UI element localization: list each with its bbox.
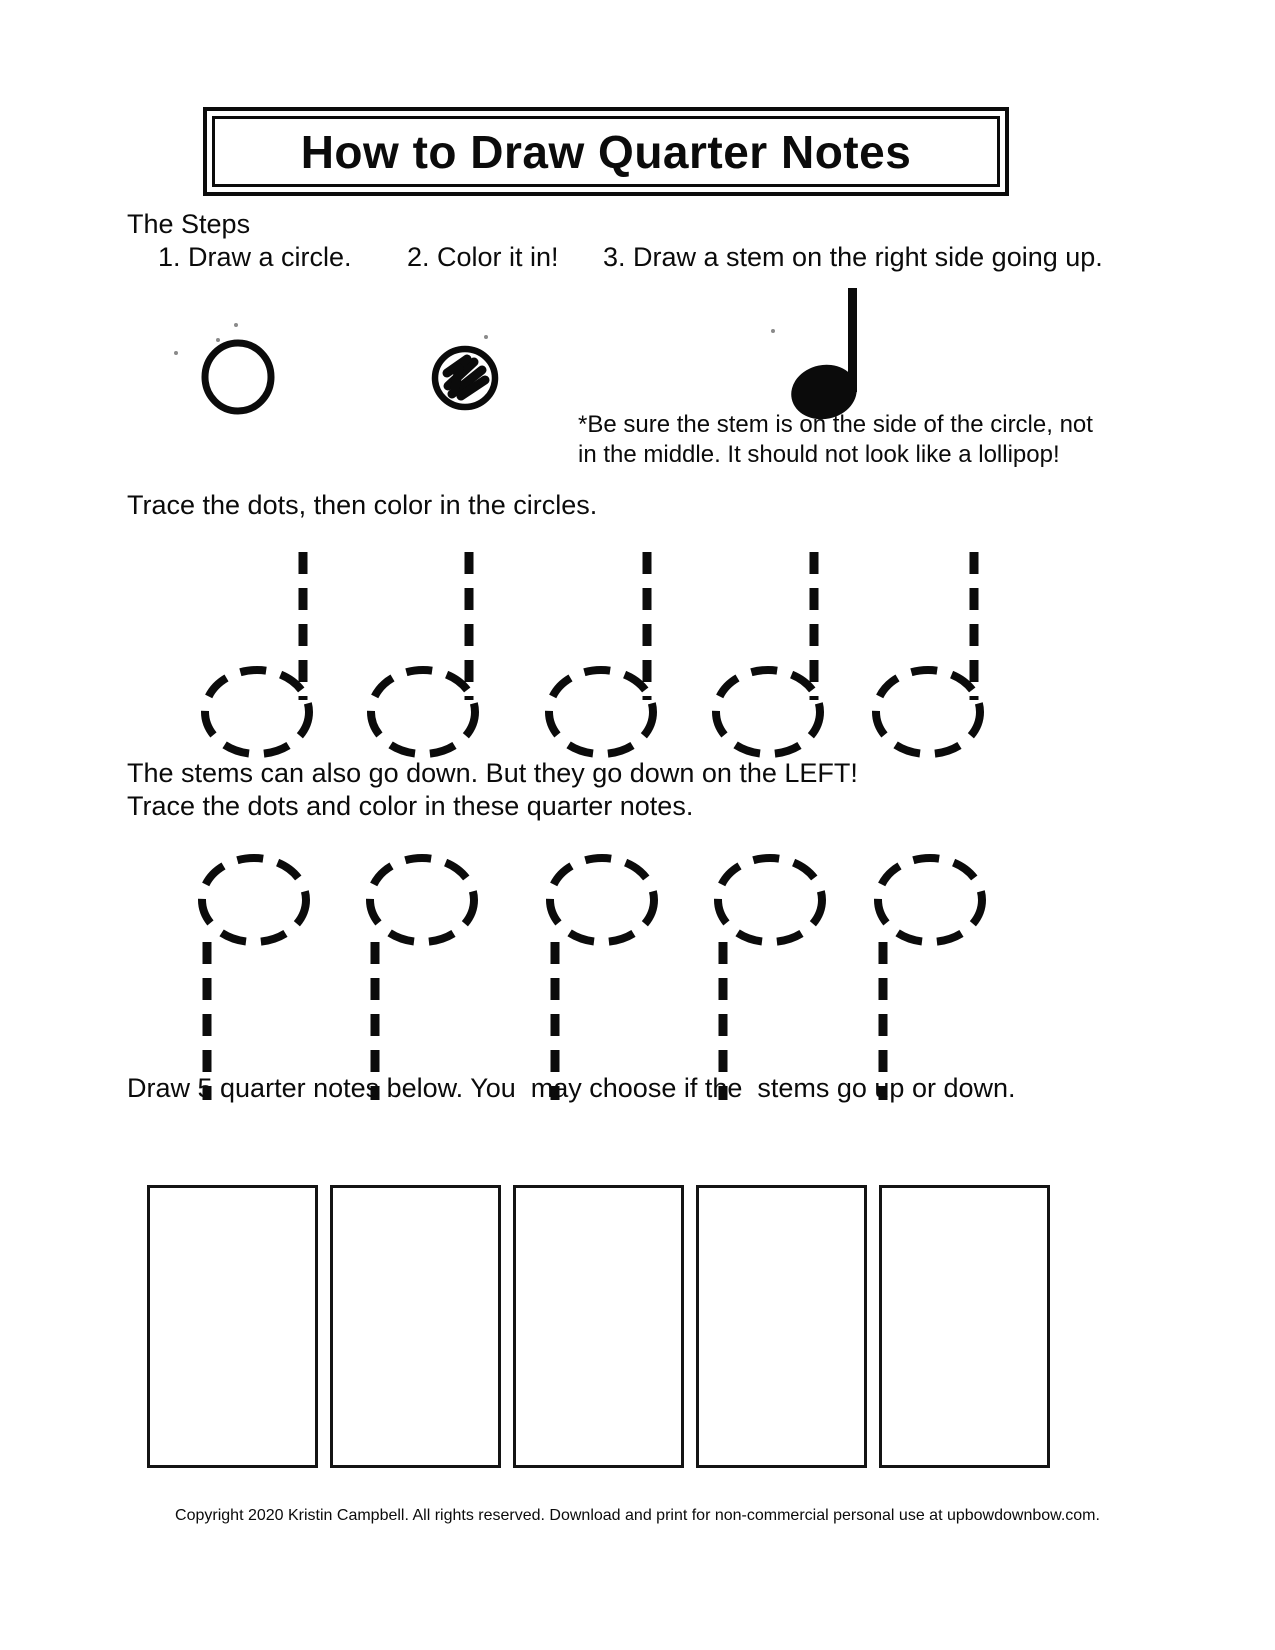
step-3-label: 3. Draw a stem on the right side going up.: [603, 242, 1103, 272]
trace-note-head: [878, 858, 982, 942]
colored-circle-example-icon: [435, 349, 495, 407]
draw-box: [330, 1185, 501, 1468]
trace-note-head: [549, 670, 653, 754]
trace-note-head: [718, 858, 822, 942]
page-title: How to Draw Quarter Notes: [300, 125, 912, 178]
draw-box: [513, 1185, 684, 1468]
draw-box: [147, 1185, 318, 1468]
copyright-footer: Copyright 2020 Kristin Campbell. All rights reserved. Download and print for non-commercial personal use at upbowdownbow.com.: [175, 1507, 1100, 1524]
trace-note-head: [550, 858, 654, 942]
trace-note-head: [370, 858, 474, 942]
trace-up-instruction: Trace the dots, then color in the circles.: [127, 490, 598, 520]
stems-down-instruction-2: Trace the dots and color in these quarter notes.: [127, 791, 694, 821]
trace-row-stems-down: [202, 858, 982, 1100]
trace-row-stems-up: [205, 552, 980, 754]
draw-box: [696, 1185, 867, 1468]
empty-circle-example-icon: [205, 343, 271, 411]
quarter-note-example-icon: [786, 288, 862, 425]
step-2-label: 2. Color it in!: [407, 242, 559, 272]
draw-instruction: Draw 5 quarter notes below. You may choose if the stems go up or down.: [127, 1073, 1016, 1103]
steps-heading: The Steps: [127, 209, 251, 239]
stem-warning-line-1: *Be sure the stem is on the side of the circle, not: [578, 411, 1093, 438]
step-1-label: 1. Draw a circle.: [158, 242, 352, 272]
trace-note-head: [716, 670, 820, 754]
trace-note-head: [876, 670, 980, 754]
trace-note-head: [371, 670, 475, 754]
trace-note-head: [205, 670, 309, 754]
stems-down-instruction-1: The stems can also go down. But they go down on the LEFT!: [127, 758, 858, 788]
trace-note-head: [202, 858, 306, 942]
draw-box: [879, 1185, 1050, 1468]
stem-warning-line-2: in the middle. It should not look like a lollipop!: [578, 441, 1060, 468]
